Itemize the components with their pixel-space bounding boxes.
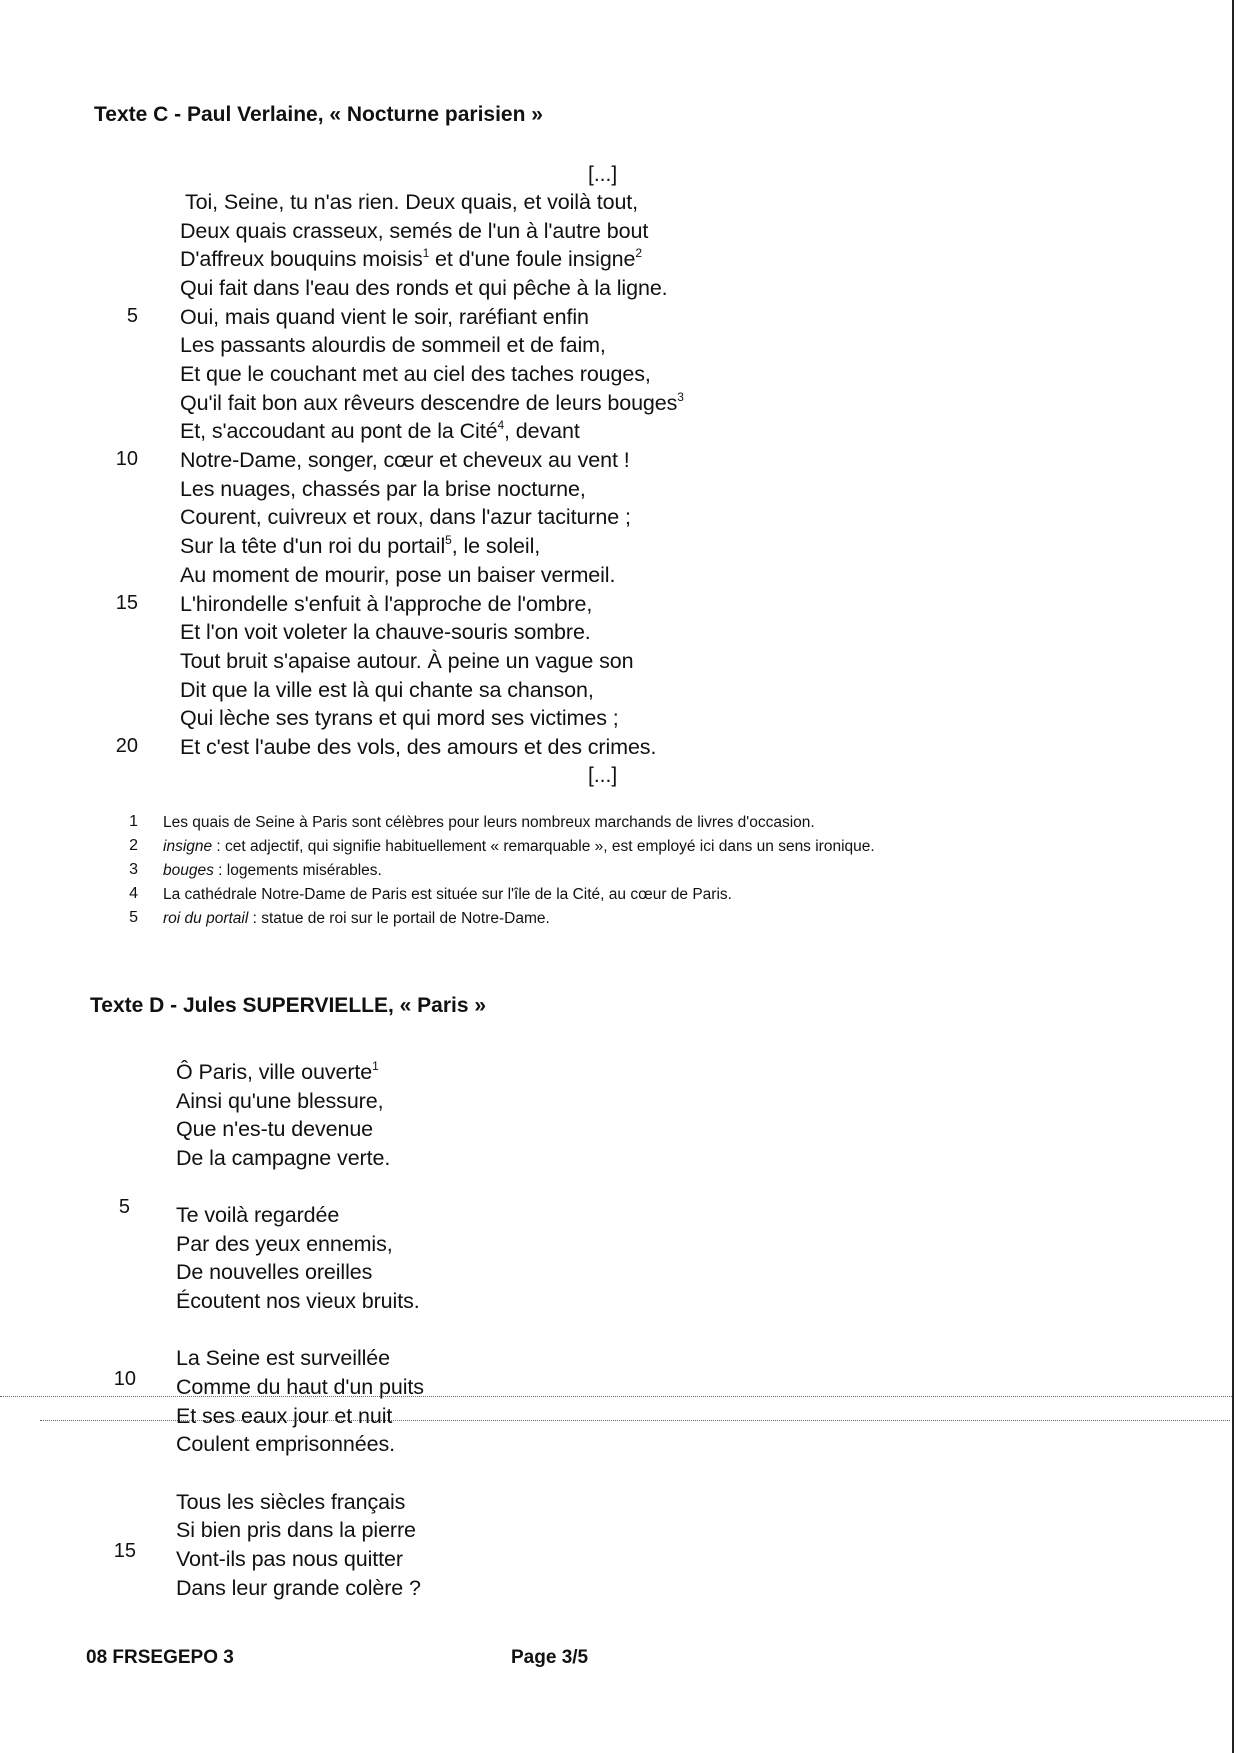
poem-d-line-13: Tous les siècles français	[176, 1490, 406, 1514]
footnote-4-number: 4	[129, 885, 138, 902]
poem-c-line-15: L'hirondelle s'enfuit à l'approche de l'ombre,	[180, 592, 593, 616]
poem-c-line-6: Les passants alourdis de sommeil et de faim,	[180, 333, 606, 357]
footnote-ref-d-1: 1	[372, 1058, 379, 1073]
poem-c-line-16: Et l'on voit voleter la chauve-souris sombre.	[180, 620, 591, 644]
footnote-ref-3: 3	[677, 389, 684, 404]
poem-c-line-11: Les nuages, chassés par la brise nocturne,	[180, 477, 586, 501]
poem-c-line-13: Sur la tête d'un roi du portail$^5$, le soleil,	[180, 532, 541, 558]
footnote-ref-5: 5	[445, 532, 452, 547]
poem-d-line-16: Dans leur grande colère ?	[176, 1576, 421, 1600]
poem-c-line-12: Courent, cuivreux et roux, dans l'azur taciturne ;	[180, 505, 631, 529]
poem-c-line-14: Au moment de mourir, pose un baiser vermeil.	[180, 563, 616, 587]
footnote-5-number: 5	[129, 909, 138, 926]
d-line-number-5: 5	[118, 1196, 130, 1218]
footnote-3-number: 3	[129, 861, 138, 878]
poem-c-line-17: Tout bruit s'apaise autour. À peine un vague son	[180, 649, 634, 673]
poem-c-line-10: Notre-Dame, songer, cœur et cheveux au vent !	[180, 448, 630, 472]
poem-d-line-3: Que n'es-tu devenue	[176, 1117, 374, 1141]
line-number-5: 5	[126, 305, 138, 327]
footer-page-number: Page 3/5	[511, 1647, 589, 1668]
poem-c-line-4: Qui fait dans l'eau des ronds et qui pêche à la ligne.	[180, 276, 668, 300]
poem-d-line-15: Vont-ils pas nous quitter	[176, 1547, 403, 1571]
d-line-number-10: 10	[113, 1368, 136, 1390]
poem-c-line-2: Deux quais crasseux, semés de l'un à l'autre bout	[180, 219, 649, 243]
poem-c-line-7: Et que le couchant met au ciel des taches rouges,	[180, 362, 651, 386]
footnote-1-text: Les quais de Seine à Paris sont célèbres pour leurs nombreux marchands de livres d'occasion.	[163, 814, 815, 831]
poem-d-line-6: Par des yeux ennemis,	[176, 1232, 393, 1256]
footnote-ref-1: 1	[422, 245, 430, 260]
poem-c-line-18: Dit que la ville est là qui chante sa chanson,	[180, 678, 594, 702]
poem-d-line-1: Ô Paris, ville ouverte$^1$	[176, 1058, 379, 1084]
right-border-line	[1232, 0, 1234, 1753]
line-number-20: 20	[115, 735, 138, 757]
footnote-4-text: La cathédrale Notre-Dame de Paris est située sur l'île de la Cité, au cœur de Paris.	[163, 886, 732, 903]
poem-c-line-8: Qu'il fait bon aux rêveurs descendre de leurs bouges$^3$	[180, 389, 684, 415]
text-d-heading: Texte D - Jules SUPERVIELLE, « Paris »	[90, 994, 487, 1017]
poem-c-line-19: Qui lèche ses tyrans et qui mord ses victimes ;	[180, 706, 619, 730]
poem-c-line-20: Et c'est l'aube des vols, des amours et des crimes.	[180, 735, 657, 759]
poem-c-line-3: D'affreux bouquins moisis$^1$ et d'une foule insigne$^2$	[180, 245, 642, 271]
poem-c-line-1: Toi, Seine, tu n'as rien. Deux quais, et voilà tout,	[185, 190, 639, 214]
footnote-2-text: insigne : cet adjectif, qui signifie habituellement « remarquable », est employé ici dans un sens ironique.	[163, 838, 875, 855]
poem-d-line-5: Te voilà regardée	[176, 1203, 340, 1227]
poem-d-line-4: De la campagne verte.	[176, 1146, 391, 1170]
ellipsis-top: [...]	[588, 163, 618, 186]
poem-d-line-10: Comme du haut d'un puits	[176, 1375, 424, 1399]
ellipsis-bottom: [...]	[588, 764, 618, 787]
d-line-number-15: 15	[113, 1540, 136, 1562]
line-number-15: 15	[115, 592, 138, 614]
poem-d-line-9: La Seine est surveillée	[176, 1346, 391, 1370]
footnote-5-text: roi du portail : statue de roi sur le portail de Notre-Dame.	[163, 910, 550, 927]
poem-c-line-5: Oui, mais quand vient le soir, raréfiant enfin	[180, 305, 589, 329]
footnote-1-number: 1	[129, 813, 138, 830]
poem-d-line-8: Écoutent nos vieux bruits.	[176, 1289, 420, 1313]
poem-d-line-12: Coulent emprisonnées.	[176, 1432, 395, 1456]
footer-code: 08 FRSEGEPO 3	[86, 1647, 234, 1668]
poem-d-line-2: Ainsi qu'une blessure,	[176, 1089, 384, 1113]
poem-c-line-9: Et, s'accoudant au pont de la Cité$^4$, devant	[180, 417, 580, 443]
poem-d-line-7: De nouvelles oreilles	[176, 1260, 373, 1284]
footnote-ref-4: 4	[497, 417, 505, 432]
poem-d-line-14: Si bien pris dans la pierre	[176, 1518, 416, 1542]
footnote-3-text: bouges : logements misérables.	[163, 862, 382, 879]
footnote-2-number: 2	[129, 837, 138, 854]
poem-d-line-11: Et ses eaux jour et nuit	[176, 1404, 393, 1428]
line-number-10: 10	[115, 448, 138, 470]
text-c-heading: Texte C - Paul Verlaine, « Nocturne parisien »	[94, 103, 543, 126]
footnote-ref-2: 2	[635, 245, 642, 260]
